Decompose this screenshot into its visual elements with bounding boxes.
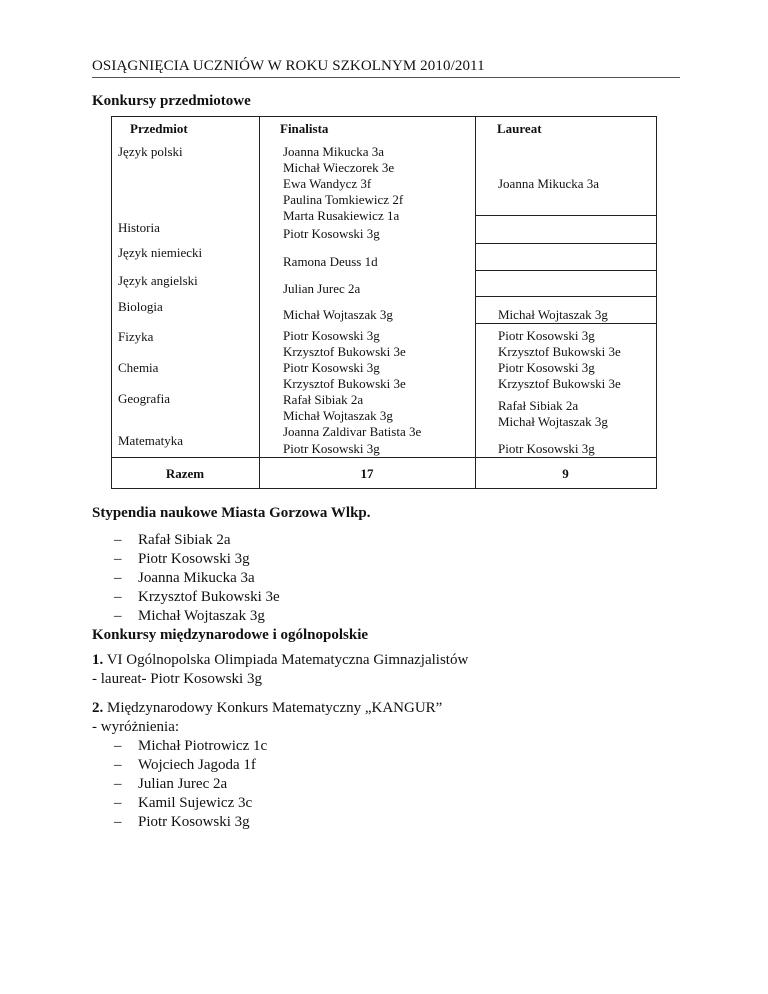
table-cell-laureate: Piotr Kosowski 3g [498,441,595,456]
page-title: OSIĄGNIĘCIA UCZNIÓW W ROKU SZKOLNYM 2010/2011 [92,58,485,74]
table-cell-finalist: Marta Rusakiewicz 1a [283,208,400,223]
table-header-laureate: Laureat [497,121,542,136]
table-row-line [475,296,656,297]
list-item: – Julian Jurec 2a [114,776,228,792]
table-header-finalist: Finalista [280,121,329,136]
table-cell-laureate: Krzysztof Bukowski 3e [498,344,621,359]
table-cell-finalist: Rafał Sibiak 2a [283,392,364,407]
table-cell-laureate: Krzysztof Bukowski 3e [498,376,621,391]
table-col-divider-2 [475,116,476,488]
table-cell-finalist: Piotr Kosowski 3g [283,360,380,375]
list-item: – Piotr Kosowski 3g [114,551,250,567]
table-cell-subject: Język angielski [118,273,198,288]
table-cell-laureate: Michał Wojtaszak 3g [498,414,608,429]
table-cell-subject: Matematyka [118,433,183,448]
table-cell-finalist: Piotr Kosowski 3g [283,226,380,241]
contest-title: VI Ogólnopolska Olimpiada Matematyczna Gimnazjalistów [103,652,469,668]
table-cell-finalist: Michał Wieczorek 3e [283,160,395,175]
distinction-list [114,737,267,832]
table-cell-subject: Język niemiecki [118,245,203,260]
contest-number: 2. [92,700,104,716]
contest-result: - wyróżnienia: [92,719,180,735]
table-cell-laureate: Rafał Sibiak 2a [498,398,579,413]
table-cell-finalist: Ramona Deuss 1d [283,254,378,269]
list-item: – Joanna Mikucka 3a [114,570,255,586]
table-row-line [475,270,656,271]
table-total-label: Razem [165,466,205,481]
table-cell-subject: Fizyka [118,329,154,344]
table-border-left [111,116,112,488]
table-cell-laureate: Piotr Kosowski 3g [498,328,595,343]
table-border-top [111,116,657,117]
list-item: – Krzysztof Bukowski 3e [114,589,280,605]
table-cell-subject: Historia [118,220,160,235]
table-cell-finalist: Paulina Tomkiewicz 2f [283,192,404,207]
header-rule [92,77,680,78]
table-cell-laureate: Piotr Kosowski 3g [498,360,595,375]
contest-result: - laureat- Piotr Kosowski 3g [92,671,262,687]
table-header-subject: Przedmiot [130,121,188,136]
table-cell-subject: Język polski [118,144,183,159]
table-border-right [656,116,657,488]
list-item: – Piotr Kosowski 3g [114,814,250,830]
table-cell-finalist: Michał Wojtaszak 3g [283,307,393,322]
table-cell-finalist: Michał Wojtaszak 3g [283,408,393,423]
table-row-line [475,243,656,244]
table-row-line [475,215,656,216]
contest-number: 1. [92,652,104,668]
table-cell-subject: Chemia [118,360,159,375]
list-item: – Kamil Sujewicz 3c [114,795,253,811]
section-heading-subject-contests: Konkursy przedmiotowe [92,93,251,109]
table-cell-subject: Biologia [118,299,163,314]
table-cell-finalist: Piotr Kosowski 3g [283,328,380,343]
contest-entry-1 [92,651,468,689]
list-item: – Michał Piotrowicz 1c [114,738,268,754]
table-cell-finalist: Krzysztof Bukowski 3e [283,376,406,391]
list-item: – Wojciech Jagoda 1f [114,757,256,773]
table-cell-finalist: Piotr Kosowski 3g [283,441,380,456]
section-heading-national-contests: Konkursy międzynarodowe i ogólnopolskie [92,627,369,643]
table-cell-finalist: Joanna Mikucka 3a [283,144,385,159]
table-cell-finalist: Krzysztof Bukowski 3e [283,344,406,359]
section-heading-scholarships: Stypendia naukowe Miasta Gorzowa Wlkp. [92,505,371,521]
table-total-finalists: 17 [360,466,374,481]
table-cell-finalist: Julian Jurec 2a [283,281,361,296]
scholarship-list [114,531,280,626]
list-item: – Rafał Sibiak 2a [114,532,231,548]
list-item: – Michał Wojtaszak 3g [114,608,265,624]
contest-entry-2 [92,699,442,737]
table-cell-finalist: Ewa Wandycz 3f [283,176,372,191]
table-border-bottom [111,488,657,489]
table-cell-laureate: Joanna Mikucka 3a [498,176,600,191]
table-cell-laureate: Michał Wojtaszak 3g [498,307,608,322]
contest-title: Międzynarodowy Konkurs Matematyczny „KANGUR” [103,700,443,716]
table-cell-finalist: Joanna Zaldivar Batista 3e [283,424,422,439]
table-cell-subject: Geografia [118,391,170,406]
table-total-laureates: 9 [562,466,569,481]
table-col-divider-1 [259,116,260,488]
